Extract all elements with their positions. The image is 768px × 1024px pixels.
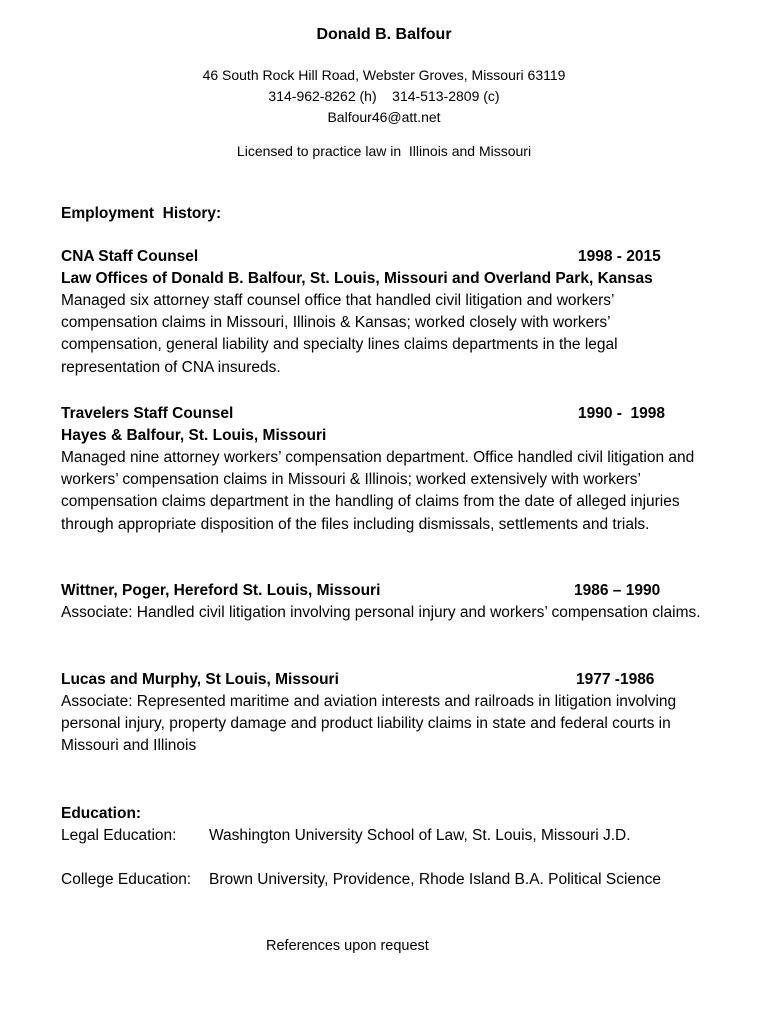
college-education-label: College Education: bbox=[61, 871, 192, 888]
job-title: CNA Staff Counsel bbox=[61, 248, 199, 265]
legal-education-label: Legal Education: bbox=[61, 827, 177, 844]
license-line: Licensed to practice law in Illinois and Missouri bbox=[236, 143, 532, 159]
candidate-name: Donald B. Balfour bbox=[316, 26, 452, 43]
job-description: Associate: Handled civil litigation involving personal injury and workers’ compensation claims. bbox=[61, 604, 701, 621]
legal-education-value: Washington University School of Law, St. Louis, Missouri J.D. bbox=[209, 827, 631, 844]
job-description: Associate: Represented maritime and aviation interests and railroads in litigation involving personal injury, property damage and product liability claims in state and federal courts in Missouri and Illinois bbox=[61, 693, 677, 755]
references-note: References upon request bbox=[266, 938, 429, 954]
job-dates: 1998 - 2015 bbox=[578, 248, 661, 265]
job-organization: Law Offices of Donald B. Balfour, St. Louis, Missouri and Overland Park, Kansas bbox=[61, 270, 653, 287]
education-heading: Education: bbox=[61, 805, 142, 822]
email-line: Balfour46@att.net bbox=[327, 109, 441, 125]
job-dates: 1977 -1986 bbox=[576, 671, 655, 688]
job-title: Lucas and Murphy, St Louis, Missouri bbox=[61, 671, 339, 688]
address-line: 46 South Rock Hill Road, Webster Groves, Missouri 63119 bbox=[202, 67, 566, 83]
job-description: Managed nine attorney workers’ compensation department. Office handled civil litigation and workers’ compensation claims in Missouri & Illinois; worked extensively with workers’ compensation claims department in the handling of claims from the date of alleged injuries through appropriate disposition of the files including dismissals, settlements and trials. bbox=[61, 449, 695, 533]
employment-heading: Employment History: bbox=[61, 205, 222, 222]
job-title: Wittner, Poger, Hereford St. Louis, Missouri bbox=[61, 582, 381, 599]
job-organization: Hayes & Balfour, St. Louis, Missouri bbox=[61, 427, 327, 444]
job-title: Travelers Staff Counsel bbox=[61, 405, 234, 422]
job-dates: 1986 – 1990 bbox=[574, 582, 661, 599]
college-education-value: Brown University, Providence, Rhode Island B.A. Political Science bbox=[209, 871, 662, 888]
job-dates: 1990 - 1998 bbox=[578, 405, 666, 422]
phone-line: 314-962-8262 (h) 314-513-2809 (c) bbox=[268, 88, 500, 104]
job-description: Managed six attorney staff counsel office that handled civil litigation and workers’ compensation claims in Missouri, Illinois & Kansas; worked closely with workers’ compensation, general liability and specialty lines claims departments in the legal representation of CNA insureds. bbox=[61, 292, 618, 376]
